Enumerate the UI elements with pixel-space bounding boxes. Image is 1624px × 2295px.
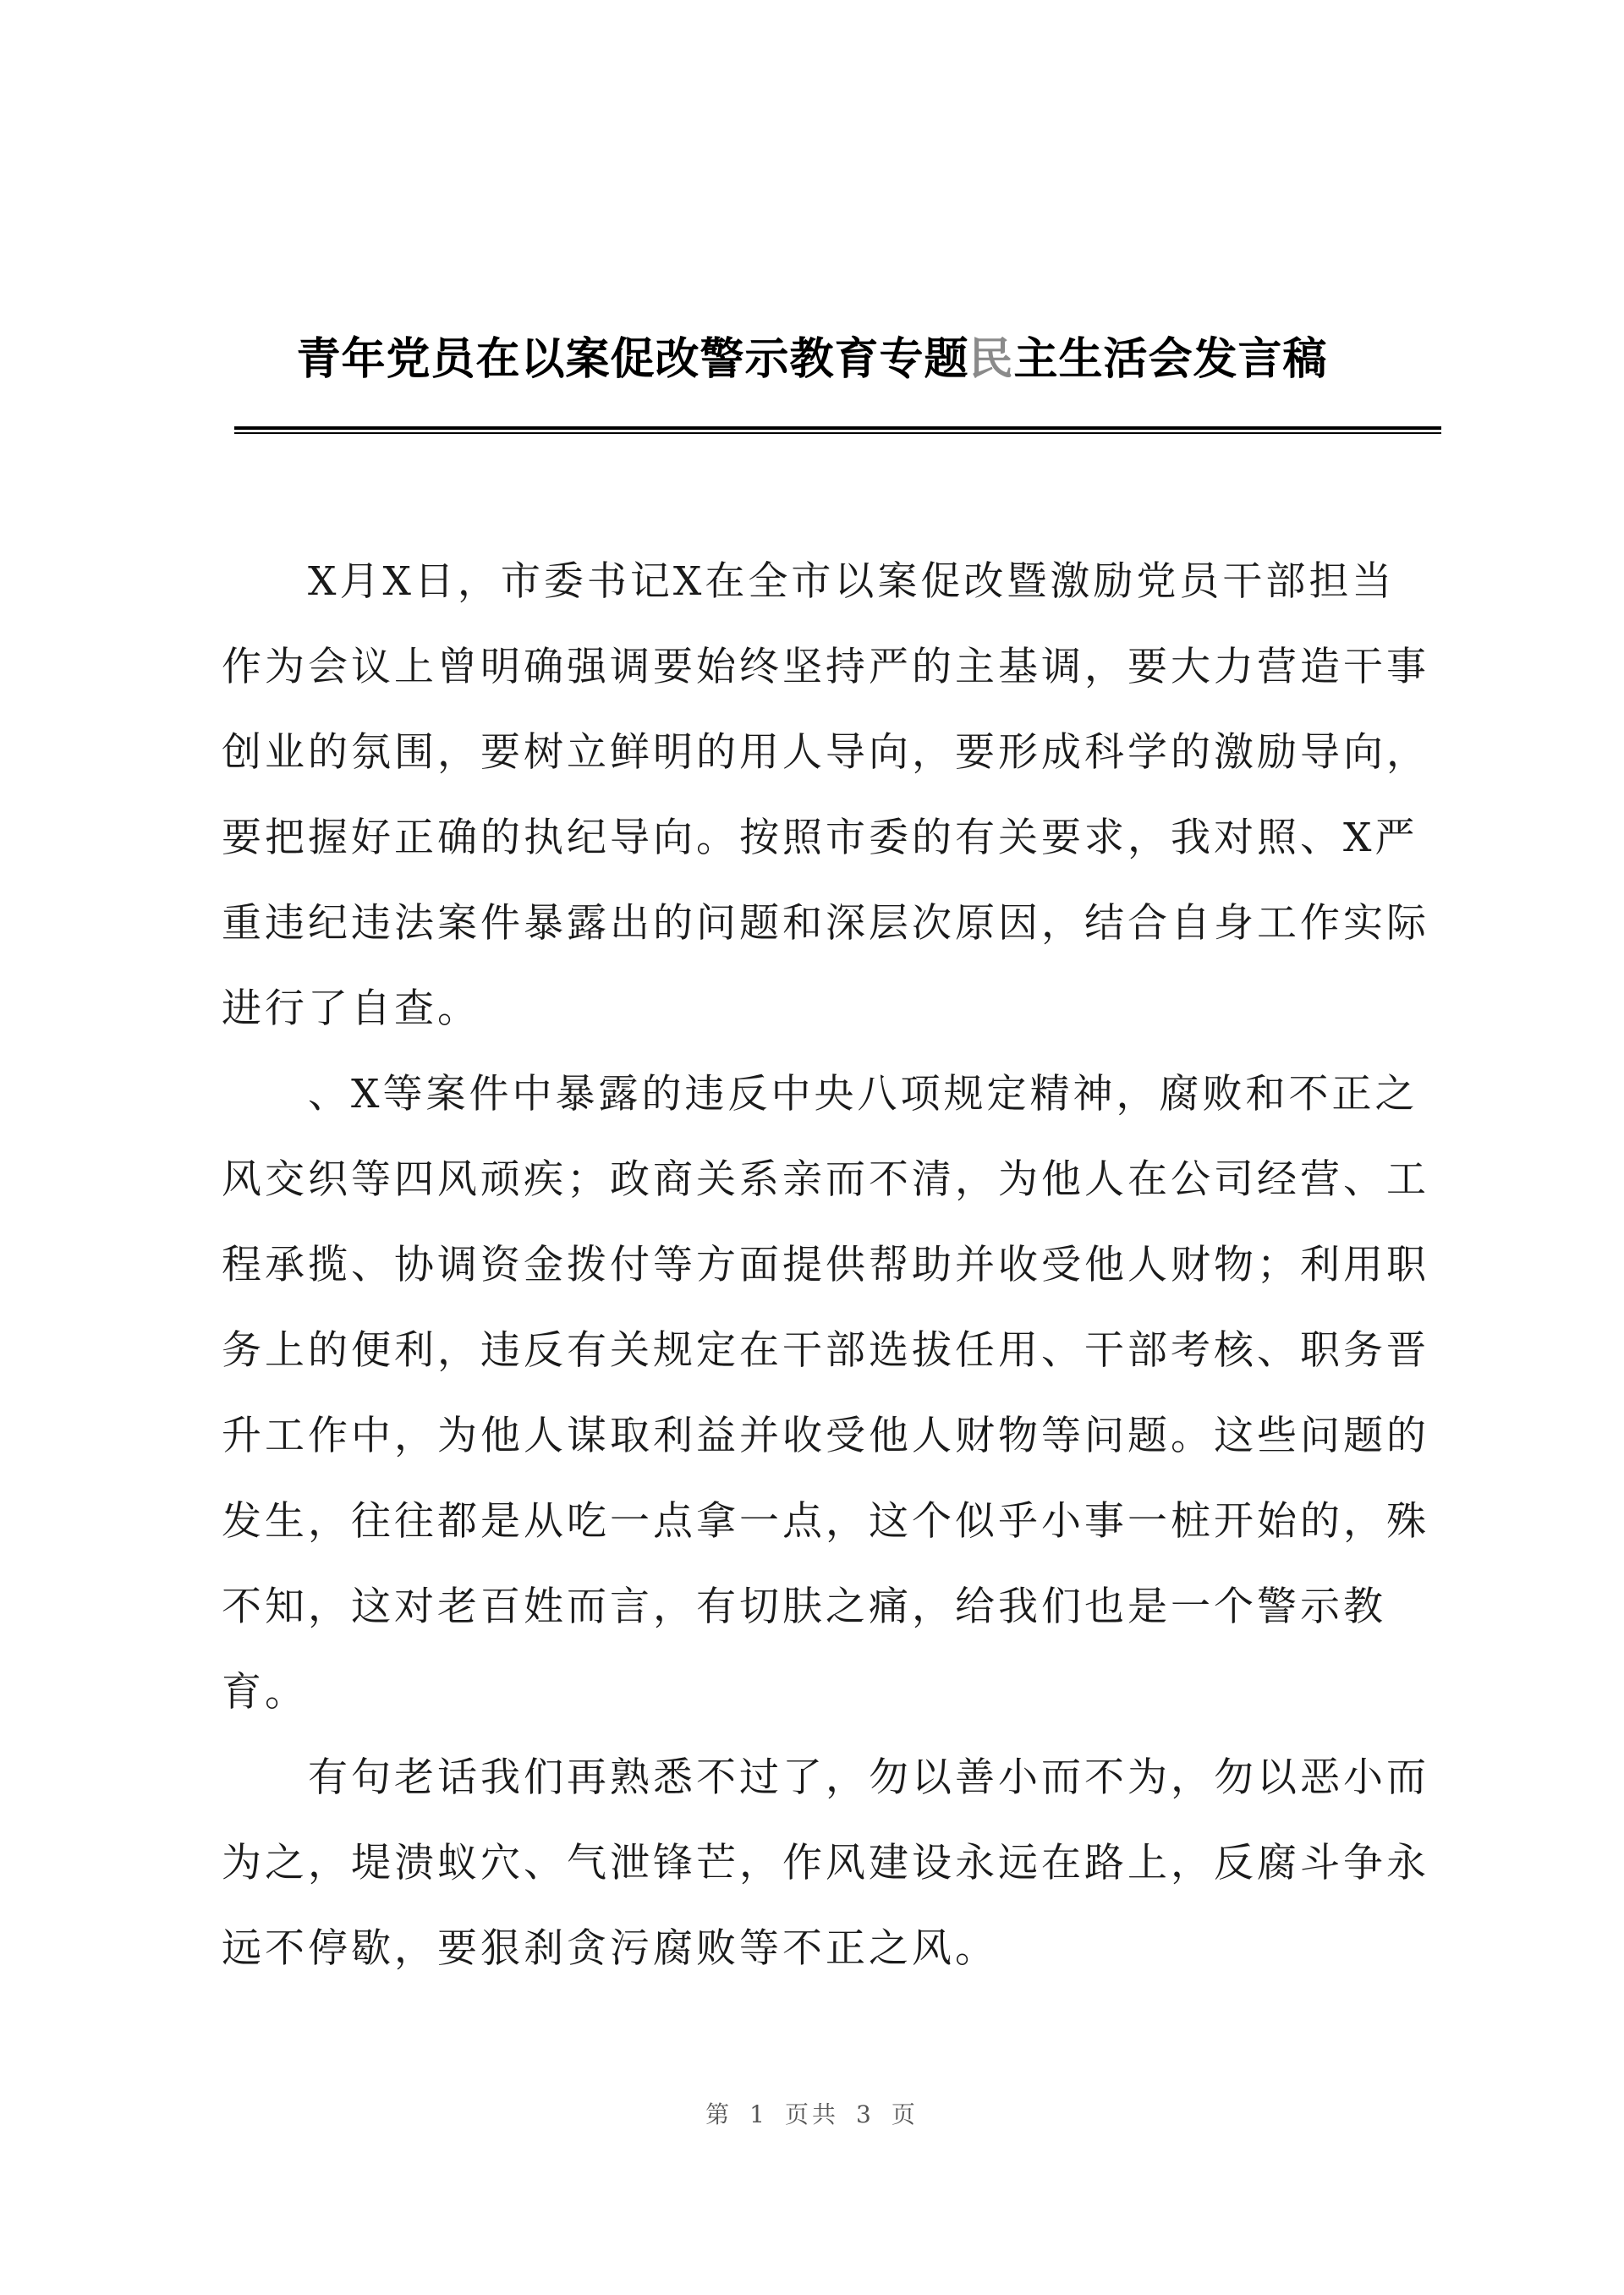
paragraph-line: 创业的氛围，要树立鲜明的用人导向，要形成科学的激励导向， bbox=[222, 729, 1429, 776]
paragraph bbox=[222, 1051, 1441, 1735]
paragraph-line: 不知，这对老百姓而言，有切肤之痛，给我们也是一个警示教 bbox=[222, 1584, 1386, 1630]
footer-total-pages: 3 bbox=[856, 2100, 875, 2128]
paragraph-line: 为之，堤溃蚁穴、气泄锋芒，作风建设永远在路上，反腐斗争永 bbox=[222, 1840, 1429, 1886]
title-part-1: 青年党员在以案促改警示教育专题 bbox=[296, 334, 969, 385]
paragraph-line: 程承揽、协调资金拨付等方面提供帮助并收受他人财物；利用职 bbox=[222, 1242, 1429, 1288]
divider-thin-line bbox=[234, 432, 1441, 434]
paragraph bbox=[222, 539, 1441, 1051]
paragraph-line: 有句老话我们再熟悉不过了，勿以善小而不为，勿以恶小而 bbox=[308, 1754, 1429, 1801]
footer-page-number: 1 bbox=[749, 2100, 768, 2128]
title-part-2: 主生活会发言稿 bbox=[1013, 334, 1328, 385]
paragraph-line: 、X等案件中暴露的违反中央八项规定精神，腐败和不正之 bbox=[308, 1071, 1418, 1117]
paragraph-line: 远不停歇，要狠刹贪污腐败等不正之风。 bbox=[222, 1925, 998, 1972]
title-divider bbox=[234, 426, 1441, 435]
footer-prefix: 第 bbox=[705, 2100, 733, 2128]
paragraph-line: 育。 bbox=[222, 1669, 308, 1716]
paragraph-line: X月X日，市委书记X在全市以案促改暨激励党员干部担当 bbox=[308, 558, 1396, 605]
paragraph-line: 作为会议上曾明确强调要始终坚持严的主基调，要大力营造干事 bbox=[222, 644, 1429, 690]
page-footer bbox=[0, 2096, 1624, 2130]
paragraph-line: 风交织等四风顽疾；政商关系亲而不清，为他人在公司经营、工 bbox=[222, 1156, 1429, 1203]
paragraph-line: 发生，往往都是从吃一点拿一点，这个似乎小事一桩开始的，殊 bbox=[222, 1498, 1429, 1545]
paragraph-line: 要把握好正确的执纪导向。按照市委的有关要求，我对照、X严 bbox=[222, 815, 1418, 861]
divider-thick-line bbox=[234, 426, 1441, 430]
paragraph bbox=[222, 1735, 1441, 1991]
document-title bbox=[0, 326, 1624, 393]
paragraph-line: 务上的便利，违反有关规定在干部选拔任用、干部考核、职务晋 bbox=[222, 1327, 1429, 1374]
document-body bbox=[222, 539, 1441, 1991]
title-faded-char: 民 bbox=[968, 334, 1014, 385]
paragraph-line: 进行了自查。 bbox=[222, 986, 480, 1032]
footer-middle: 页共 bbox=[784, 2100, 839, 2128]
footer-suffix: 页 bbox=[891, 2100, 919, 2128]
paragraph-line: 升工作中，为他人谋取利益并收受他人财物等问题。这些问题的 bbox=[222, 1413, 1429, 1459]
paragraph-line: 重违纪违法案件暴露出的问题和深层次原因，结合自身工作实际 bbox=[222, 900, 1429, 947]
